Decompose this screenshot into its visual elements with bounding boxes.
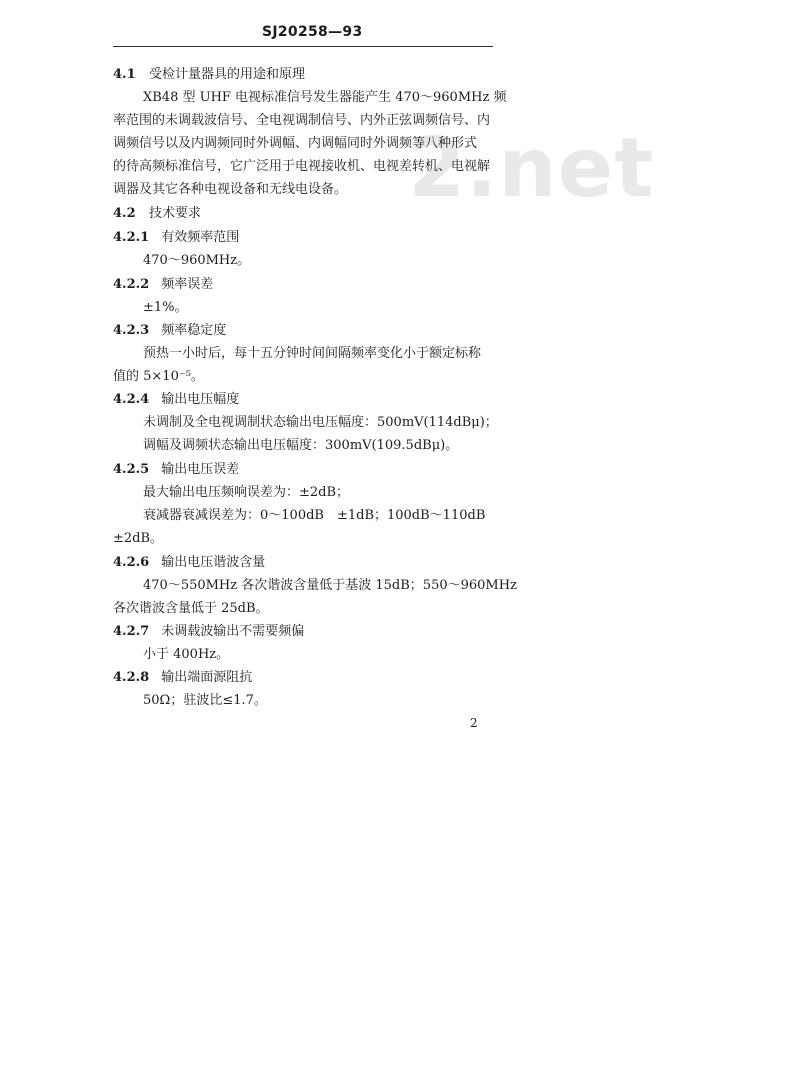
paragraph-line: 预热一小时后，每十五分钟时间间隔频率变化小于额定标称 <box>143 346 482 361</box>
section-number: 4.2.4 <box>113 392 150 407</box>
section-heading-4-2-4 <box>113 391 239 409</box>
paragraph-line: 值的 5×10⁻⁵。 <box>113 369 204 384</box>
section-title: 未调载波输出不需要频偏 <box>161 624 305 639</box>
section-number: 4.2.1 <box>113 230 150 245</box>
section-heading-4-2-6 <box>113 554 265 572</box>
paragraph-line: ±1%。 <box>143 300 188 315</box>
section-number: 4.2.5 <box>113 462 150 477</box>
section-number: 4.2.6 <box>113 555 150 570</box>
section-heading-4-1 <box>113 66 305 84</box>
paragraph-line: 各次谐波含量低于 25dB。 <box>113 601 269 616</box>
paragraph-line: 衰减器衰减误差为：0～100dB ±1dB；100dB～110dB <box>143 508 486 523</box>
paragraph-line: 率范围的未调载波信号、全电视调制信号、内外正弦调频信号、内 <box>113 113 491 128</box>
paragraph-line: 470～550MHz 各次谐波含量低于基波 15dB；550～960MHz <box>143 578 517 593</box>
section-title: 有效频率范围 <box>161 230 240 245</box>
section-title: 输出电压谐波含量 <box>161 555 266 570</box>
section-number: 4.2.7 <box>113 624 150 639</box>
header-rule <box>113 46 493 47</box>
watermark: 2.net <box>408 121 655 216</box>
section-title: 输出电压误差 <box>161 462 240 477</box>
section-title: 输出端面源阻抗 <box>161 670 253 685</box>
page-number: 2 <box>470 716 478 730</box>
section-title: 技术要求 <box>149 206 202 221</box>
paragraph-line: 未调制及全电视调制状态输出电压幅度：500mV(114dBμ)； <box>143 415 498 430</box>
section-title: 频率稳定度 <box>161 323 227 338</box>
paragraph-line: 小于 400Hz。 <box>143 647 230 662</box>
section-number: 4.1 <box>113 67 136 82</box>
paragraph-line: 最大输出电压频响误差为：±2dB； <box>143 485 350 500</box>
section-heading-4-2-5 <box>113 461 239 479</box>
section-title: 频率误差 <box>161 277 214 292</box>
section-number: 4.2 <box>113 206 136 221</box>
paragraph-line: 的待高频标准信号，它广泛用于电视接收机、电视差转机、电视解 <box>113 159 491 174</box>
section-number: 4.2.3 <box>113 323 150 338</box>
section-heading-4-2 <box>113 205 201 223</box>
section-number: 4.2.8 <box>113 670 150 685</box>
paragraph-line: 调频信号以及内调频同时外调幅、内调幅同时外调频等八种形式 <box>113 136 478 151</box>
paragraph-line: 470～960MHz。 <box>143 253 251 268</box>
section-number: 4.2.2 <box>113 277 150 292</box>
paragraph-line: 调器及其它各种电视设备和无线电设备。 <box>113 182 348 197</box>
paragraph-line: 50Ω；驻波比≤1.7。 <box>143 693 267 708</box>
document-header: SJ20258—93 <box>262 24 363 40</box>
section-heading-4-2-7 <box>113 623 304 641</box>
paragraph-line: 调幅及调频状态输出电压幅度：300mV(109.5dBμ)。 <box>143 438 459 453</box>
section-heading-4-2-2 <box>113 276 213 294</box>
section-title: 输出电压幅度 <box>161 392 240 407</box>
section-title: 受检计量器具的用途和原理 <box>149 67 306 82</box>
paragraph-line: XB48 型 UHF 电视标准信号发生器能产生 470～960MHz 频 <box>143 90 507 105</box>
section-heading-4-2-8 <box>113 669 252 687</box>
section-heading-4-2-1 <box>113 229 239 247</box>
section-heading-4-2-3 <box>113 322 226 340</box>
paragraph-line: ±2dB。 <box>113 531 164 546</box>
